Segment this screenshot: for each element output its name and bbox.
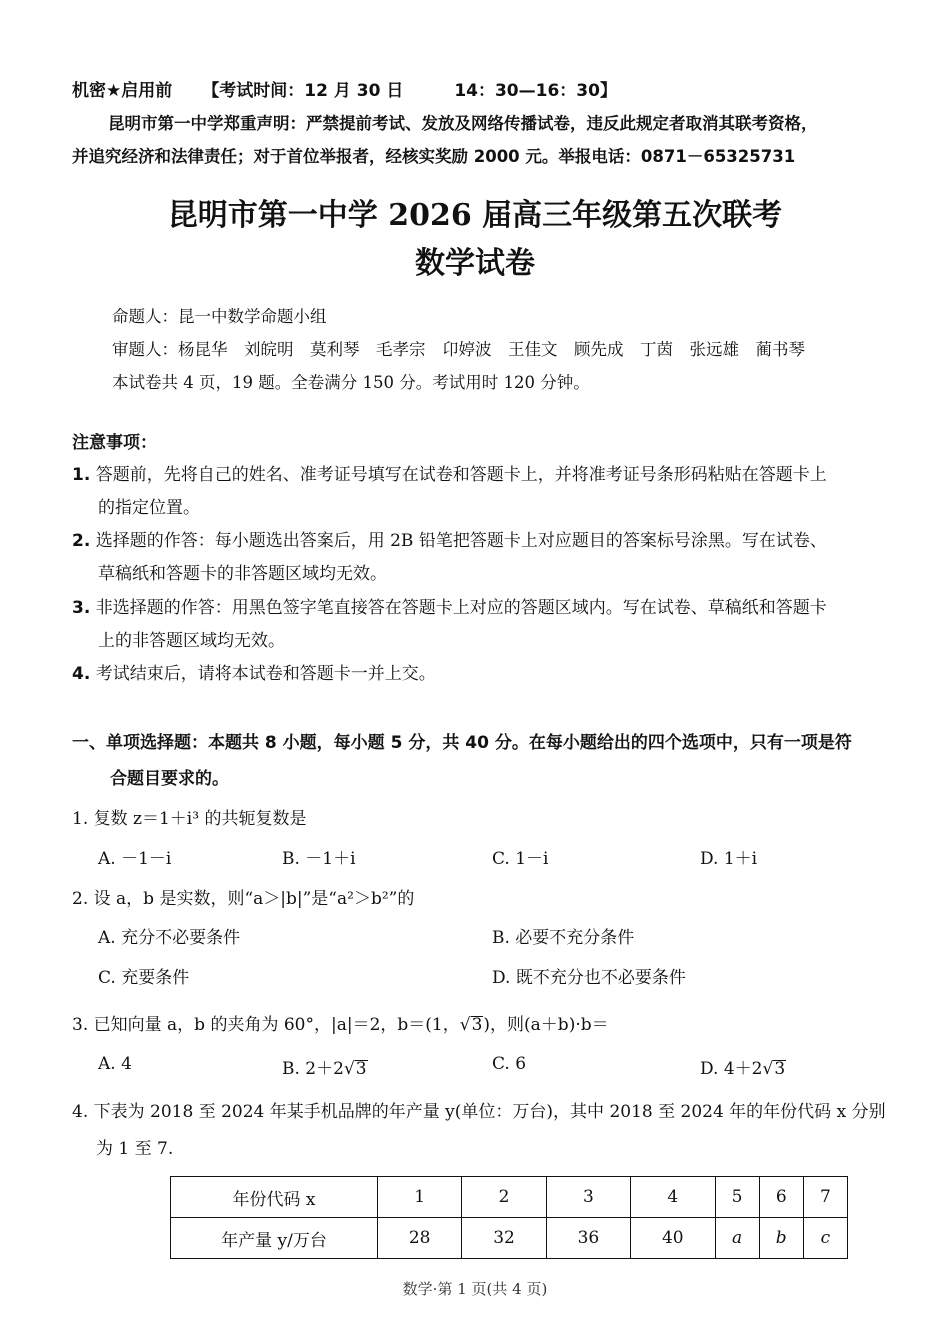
table-cell: 5 — [715, 1177, 759, 1218]
table-header-cell: 年产量 y/万台 — [171, 1218, 378, 1259]
q1-option-b[interactable]: B. －1＋i — [282, 849, 356, 869]
table-cell: 4 — [631, 1177, 715, 1218]
sqrt-radicand: 3 — [471, 1015, 483, 1035]
question-4-stem-cont: 为 1 至 7. — [96, 1139, 174, 1159]
note-item-1-cont: 的指定位置。 — [98, 498, 200, 518]
question-3-stem: 3. 已知向量 a，b 的夹角为 60°，|a|＝2，b＝(1，√3)，则(a＋b)·b＝ — [72, 1015, 609, 1035]
page-title: 昆明市第一中学 2026 届高三年级第五次联考 — [167, 198, 783, 233]
note-item-2: 2. 选择题的作答：每小题选出答案后，用 2B 铅笔把答题卡上对应题目的答案标号涂黑。写在试卷、 — [72, 531, 827, 551]
reviewers-line: 审题人：杨昆华 刘皖明 莫利琴 毛孝宗 卬婷波 王佳文 顾先成 丁茵 张远雄 蔺书琴 — [112, 340, 805, 359]
q3-option-d[interactable]: D. 4＋2√3 — [700, 1059, 786, 1079]
table-cell: 32 — [462, 1218, 546, 1259]
table-cell: 6 — [759, 1177, 803, 1218]
q3-option-a[interactable]: A. 4 — [98, 1054, 132, 1074]
section-1-heading: 一、单项选择题：本题共 8 小题，每小题 5 分，共 40 分。在每小题给出的四个选项中，只有一项是符 — [72, 733, 852, 753]
question-4-stem: 4. 下表为 2018 至 2024 年某手机品牌的年产量 y(单位：万台)，其中 2018 至 2024 年的年份代码 x 分别 — [72, 1102, 886, 1122]
table-header-cell: 年份代码 x — [171, 1177, 378, 1218]
table-row — [171, 1177, 848, 1218]
table-cell: 36 — [546, 1218, 630, 1259]
q3-option-b[interactable]: B. 2＋2√3 — [282, 1059, 367, 1079]
page-footer: 数学·第 1 页(共 4 页) — [402, 1280, 548, 1298]
q2-option-b[interactable]: B. 必要不充分条件 — [492, 928, 635, 948]
table-row — [171, 1218, 848, 1259]
q2-option-c[interactable]: C. 充要条件 — [98, 968, 190, 988]
table-cell: a — [715, 1218, 759, 1259]
table-cell: 3 — [546, 1177, 630, 1218]
table-cell: 1 — [378, 1177, 462, 1218]
exam-info-line: 本试卷共 4 页，19 题。全卷满分 150 分。考试用时 120 分钟。 — [112, 373, 590, 392]
question-2-stem: 2. 设 a，b 是实数，则“a＞|b|”是“a²＞b²”的 — [72, 889, 415, 909]
page-subtitle: 数学试卷 — [415, 246, 535, 281]
setter-line: 命题人：昆一中数学命题小组 — [112, 307, 327, 326]
section-1-heading-cont: 合题目要求的。 — [110, 769, 229, 789]
notes-heading: 注意事项： — [72, 433, 157, 453]
notice-line-2: 并追究经济和法律责任；对于首位举报者，经核实奖励 2000 元。举报电话：0871－65325731 — [72, 147, 796, 166]
note-item-3-cont: 上的非答题区域均无效。 — [98, 631, 285, 651]
table-cell: 28 — [378, 1218, 462, 1259]
notice-line-1: 昆明市第一中学郑重声明：严禁提前考试、发放及网络传播试卷，违反此规定者取消其联考资格， — [108, 114, 818, 133]
secret-label: 机密★启用前 【考试时间：12 月 30 日 14：30—16：30】 — [72, 81, 617, 101]
q2-option-a[interactable]: A. 充分不必要条件 — [98, 928, 241, 948]
q1-option-a[interactable]: A. －1－i — [98, 849, 172, 869]
q2-option-d[interactable]: D. 既不充分也不必要条件 — [492, 968, 686, 988]
table-cell: 2 — [462, 1177, 546, 1218]
note-item-1: 1. 答题前，先将自己的姓名、准考证号填写在试卷和答题卡上，并将准考证号条形码粘贴在答题卡上 — [72, 465, 827, 485]
question-1-stem: 1. 复数 z＝1＋i³ 的共轭复数是 — [72, 809, 307, 829]
note-item-3: 3. 非选择题的作答：用黑色签字笔直接答在答题卡上对应的答题区域内。写在试卷、草稿纸和答题卡 — [72, 598, 827, 618]
table-cell: c — [803, 1218, 847, 1259]
production-table — [170, 1176, 848, 1259]
q3-option-c[interactable]: C. 6 — [492, 1054, 527, 1074]
q1-option-c[interactable]: C. 1－i — [492, 849, 549, 869]
table-cell: b — [759, 1218, 803, 1259]
table-cell: 7 — [803, 1177, 847, 1218]
note-item-2-cont: 草稿纸和答题卡的非答题区域均无效。 — [98, 564, 387, 584]
exam-time: 【考试时间：12 月 30 日 14：30—16：30】 — [202, 81, 617, 101]
note-item-4: 4. 考试结束后，请将本试卷和答题卡一并上交。 — [72, 664, 436, 684]
table-cell: 40 — [631, 1218, 715, 1259]
q1-option-d[interactable]: D. 1＋i — [700, 849, 758, 869]
